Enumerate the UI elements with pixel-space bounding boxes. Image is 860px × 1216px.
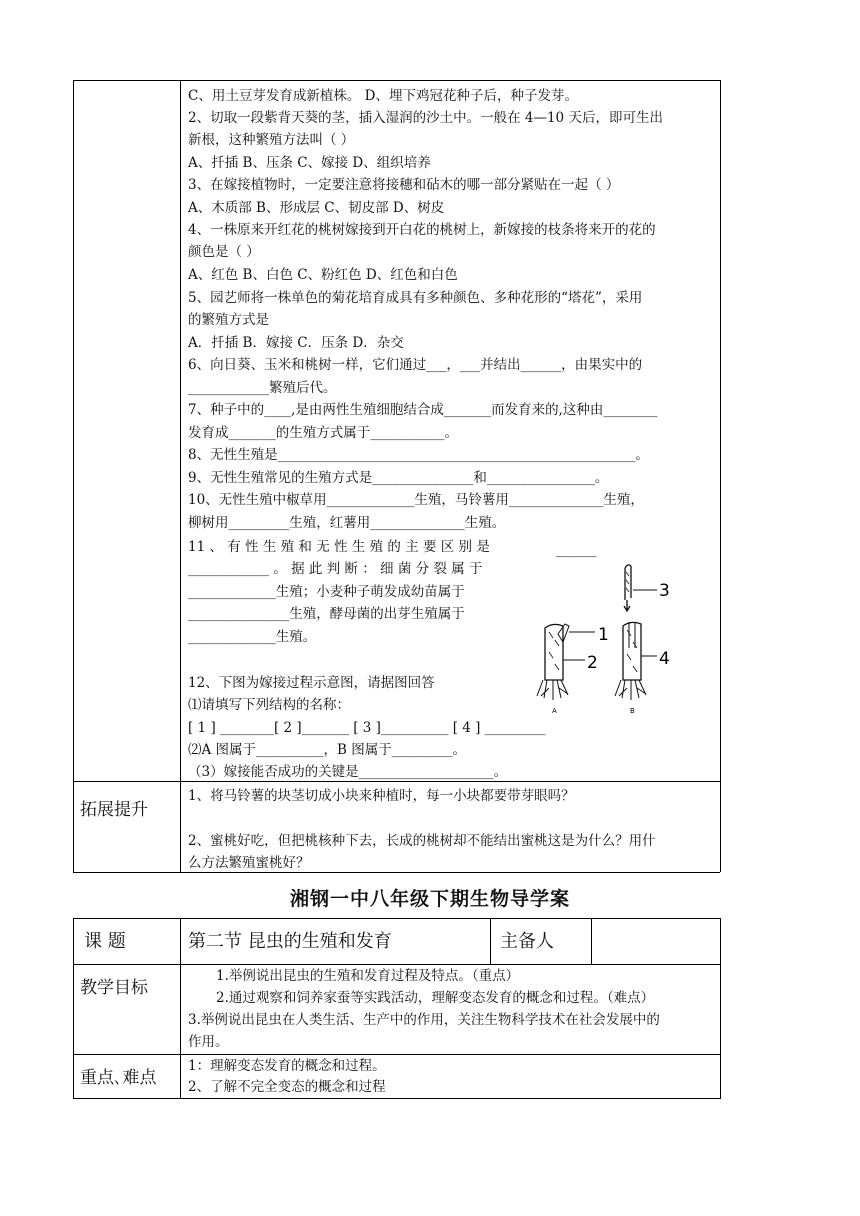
question-line: 6、向日葵、玉米和桃树一样，它们通过___，___并结出______，由果实中的 xyxy=(188,357,643,373)
question-11-line: ____________ 。 据 此 判 断 ： 细 菌 分 裂 属 于 xyxy=(188,561,483,577)
question-line: 柳树用_________生殖，红薯用______________生殖。 xyxy=(188,515,506,531)
label-2: 2 xyxy=(587,653,598,673)
goal-line: 3.举例说出昆虫在人类生活、生产中的作用，关注生物科学技术在社会发展中的 xyxy=(188,1012,660,1028)
question-11-line: _____________生殖。 xyxy=(188,629,317,645)
lower-table-divider xyxy=(180,918,181,1099)
label-4: 4 xyxy=(659,649,670,669)
section-title: 湘钢一中八年级下期生物导学案 xyxy=(289,888,570,910)
key-point-line: 1：理解变态发育的概念和过程。 xyxy=(188,1058,386,1074)
key-points-label: 重点､难点 xyxy=(80,1068,157,1088)
stock-b xyxy=(615,622,646,700)
goal-line: 1.举例说出昆虫的生殖和发育过程及特点。（重点） xyxy=(216,968,520,984)
label-1: 1 xyxy=(598,625,609,645)
lower-table-author-divider xyxy=(591,918,592,965)
question-line: 的繁殖方式是 xyxy=(188,312,269,328)
question-line: 8、无性生殖是_____________________________________________________。 xyxy=(188,447,649,463)
key-point-line: 2、了解不完全变态的概念和过程 xyxy=(188,1079,386,1095)
question-12-line: ⑴请填写下列结构的名称： xyxy=(188,697,350,713)
question-12-line: [ 1 ] ________[ 2 ]_______ [ 3 ]__________ [ 4 ] _________ xyxy=(188,720,546,736)
question-11-line: _____________生殖；小麦种子萌发成幼苗属于 xyxy=(188,584,465,600)
question-11-line: _______________生殖，酵母菌的出芽生殖属于 xyxy=(188,606,465,622)
stock-a xyxy=(537,624,569,700)
question-12-line: （3）嫁接能否成功的关键是____________________。 xyxy=(188,764,508,780)
upper-table-left-border xyxy=(73,80,74,872)
question-line: 10、无性生殖中椒草用_____________生殖，马铃薯用______________生殖， xyxy=(188,492,644,508)
question-line: 7、种子中的____,是由两性生殖细胞结合成_______而发育来的,这种由________ xyxy=(188,402,658,418)
question-line: A、扦插 B、压条 C、嫁接 D、组织培养 xyxy=(188,155,431,171)
question-line: A、红色 B、白色 C、粉红色 D、红色和白色 xyxy=(188,267,458,283)
goals-label: 教学目标 xyxy=(80,978,148,998)
question-11-line: 11 、 有 性 生 殖 和 无 性 生 殖 的 主 要 区 别 是 xyxy=(188,539,490,555)
question-line: 9、无性生殖常见的生殖方式是_______________和________________。 xyxy=(188,470,609,486)
figure-blank: ______ xyxy=(556,542,597,558)
upper-table-bottom-border xyxy=(73,872,720,873)
extension-label: 拓展提升 xyxy=(80,800,148,820)
caption-b: B xyxy=(630,707,635,715)
question-12-line: 12、下图为嫁接过程示意图，请据图回答 xyxy=(188,675,435,691)
question-line: 颜色是（ ） xyxy=(188,244,260,260)
lower-table-row-divider xyxy=(73,964,720,965)
extension-question: 1、将马铃薯的块茎切成小块来种植时，每一小块都要带芽眼吗？ xyxy=(188,788,575,804)
lower-table-right-border xyxy=(720,918,721,1099)
goal-line: 作用。 xyxy=(188,1034,229,1050)
goal-line: 2.通过观察和饲养家蚕等实践活动，理解变态发育的概念和过程。（难点） xyxy=(216,990,655,1006)
extension-question: 2、蜜桃好吃，但把桃核种下去，长成的桃树却不能结出蜜桃这是为什么？用什 xyxy=(188,833,656,849)
lower-table-author-divider xyxy=(490,918,491,965)
topic-value: 第二节 昆虫的生殖和发育 xyxy=(188,931,392,952)
topic-label: 课 题 xyxy=(84,931,126,952)
question-line: C、用土豆芽发育成新植株。 D、埋下鸡冠花种子后，种子发芽。 xyxy=(188,88,578,104)
scion-b xyxy=(624,565,631,611)
caption-a: A xyxy=(552,707,557,715)
upper-table-divider xyxy=(180,80,181,872)
author-label: 主备人 xyxy=(500,931,554,952)
upper-table-top-border xyxy=(73,80,720,81)
question-line: ____________繁殖后代。 xyxy=(188,380,337,396)
question-line: 4、一株原来开红花的桃树嫁接到开白花的桃树上，新嫁接的枝条将来开的花的 xyxy=(188,222,656,238)
lower-table-bottom-border xyxy=(73,1098,720,1099)
lower-table-row-divider xyxy=(73,1054,720,1055)
question-line: 3、在嫁接植物时，一定要注意将接穗和砧木的哪一部分紧贴在一起（ ） xyxy=(188,177,620,193)
lower-table-top-border xyxy=(73,918,720,919)
question-line: A．扦插 B．嫁接 C．压条 D．杂交 xyxy=(188,335,404,351)
grafting-diagram xyxy=(525,560,705,720)
label-3: 3 xyxy=(659,581,670,601)
question-12-line: ⑵A 图属于__________，B 图属于_________。 xyxy=(188,742,467,758)
question-line: 5、园艺师将一株单色的菊花培育成具有多种颜色、多种花形的“塔花”，采用 xyxy=(188,290,643,306)
lower-table-left-border xyxy=(73,918,74,1099)
question-line: 发育成_______的生殖方式属于___________。 xyxy=(188,425,458,441)
upper-table-right-border xyxy=(720,80,721,872)
question-line: 2、切取一段紫背天葵的茎，插入湿润的沙土中。一般在 4—10 天后，即可生出 xyxy=(188,110,663,126)
extension-question: 么方法繁殖蜜桃好？ xyxy=(188,855,310,871)
question-line: A、木质部 B、形成层 C、韧皮部 D、树皮 xyxy=(188,200,445,216)
question-line: 新根，这种繁殖方法叫（ ） xyxy=(188,132,355,148)
